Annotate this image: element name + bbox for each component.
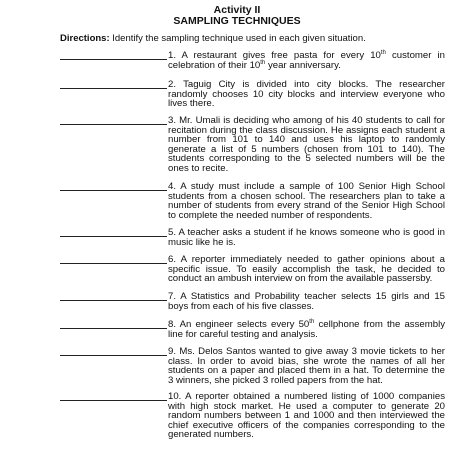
item-4-text: 4. A study must include a sample of 100 Senior High School students from a chosen school. The researchers plan to take a number of students from every strand of the Senior High School to complete the needed number of respondents. [168, 181, 445, 221]
worksheet-title: SAMPLING TECHNIQUES [173, 15, 301, 27]
answer-blank-1[interactable] [60, 59, 167, 60]
answer-blank-3[interactable] [60, 124, 167, 125]
answer-blank-2[interactable] [60, 88, 167, 89]
answer-blank-4[interactable] [60, 190, 167, 191]
item-6-text: 6. A reporter immediately needed to gather opinions about a specific issue. To easily accomplish the task, he decided to conduct an ambush interview on from the available passersby. [168, 254, 445, 284]
item-7-text: 7. A Statistics and Probability teacher selects 15 girls and 15 boys from each of his five classes. [168, 291, 445, 312]
item-9-text: 9. Ms. Delos Santos wanted to give away 3 movie tickets to her class. In order to avoid bias, she wrote the names of all her students on a paper and placed them in a hat. To determine the 3 winners, she picked 3 rolled papers from the hat. [168, 346, 445, 386]
directions [60, 33, 366, 45]
directions-label: Directions: [60, 33, 110, 44]
answer-blank-8[interactable] [60, 328, 167, 329]
directions-text: Identify the sampling technique used in each given situation. [109, 33, 366, 44]
item-2-text: 2. Taguig City is divided into city blocks. The researcher randomly chooses 10 city blocks and interview everyone who lives there. [168, 79, 445, 109]
answer-blank-5[interactable] [60, 236, 167, 237]
answer-blank-6[interactable] [60, 263, 167, 264]
item-5-text: 5. A teacher asks a student if he knows someone who is good in music like he is. [168, 227, 445, 248]
item-10-text: 10. A reporter obtained a numbered listing of 1000 companies with high stock market. He used a computer to generate 20 random numbers between 1 and 1000 and then interviewed the chief executive officers of the companies corresponding to the generated numbers. [168, 391, 445, 440]
item-8-text: 8. An engineer selects every 50th cellphone from the assembly line for careful testing and analysis. [168, 318, 445, 340]
activity-label: Activity II [213, 4, 261, 16]
answer-blank-10[interactable] [60, 400, 167, 401]
answer-blank-7[interactable] [60, 300, 167, 301]
item-1-text: 1. A restaurant gives free pasta for every 10th customer in celebration of their 10th year anniversary. [168, 49, 445, 71]
answer-blank-9[interactable] [60, 355, 167, 356]
item-3-text: 3. Mr. Umali is deciding who among of his 40 students to call for recitation during the class discussion. He assigns each student a number from 101 to 140 and uses his laptop to randomly generate a list of 5 numbers (chosen from 101 to 140). The students corresponding to the 5 selected numbers will be the ones to recite. [168, 115, 445, 174]
